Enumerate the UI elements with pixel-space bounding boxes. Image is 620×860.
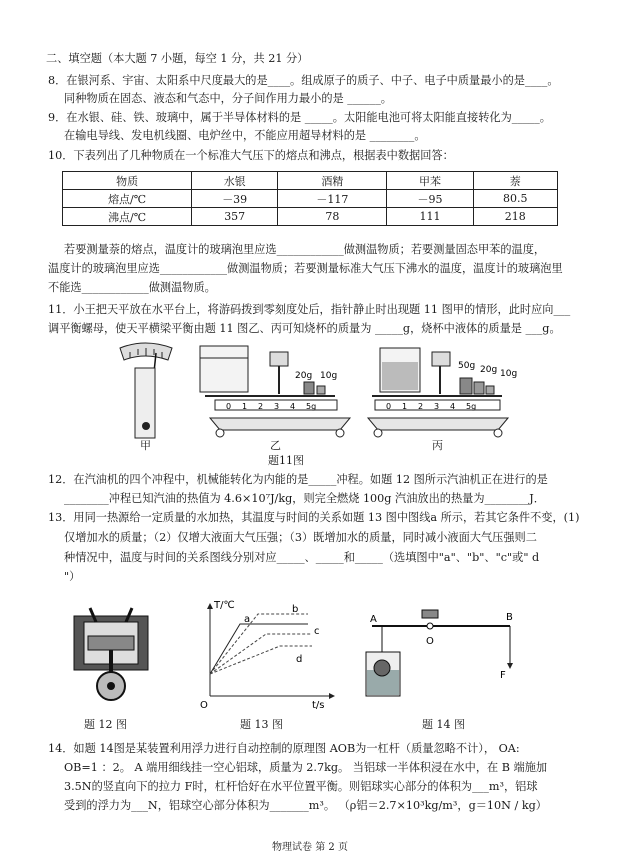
scale-mark: 2: [418, 402, 424, 411]
table-row: [63, 208, 558, 226]
table-cell: 80.5: [473, 190, 557, 208]
table-header-cell: 萘: [473, 172, 557, 190]
fig13-caption: 题 13 图: [240, 718, 283, 731]
table-row: [63, 190, 558, 208]
scale-mark: 5g: [466, 402, 477, 411]
weight-label: 20g: [295, 371, 313, 381]
q14-line4: 受到的浮力为___N，铝球空心部分体积为_______m³。 （ρ铝＝2.7×10³kg/m³，g＝10N / kg）: [64, 799, 547, 812]
scale-mark: 0: [386, 402, 392, 411]
q10-line1: 10．下表列出了几种物质在一个标准大气压下的熔点和沸点，根据表中数据回答：: [48, 149, 454, 162]
table-header-cell: 物质: [63, 172, 192, 190]
q14-line2: OB=1 ：2。 A 端用细线挂一空心铝球，质量为 2.7kg。 当铝球一半体积浸在水中，在 B 端施加: [64, 761, 548, 774]
fig12-caption: 题 12 图: [84, 718, 127, 731]
curve-label-a: a: [244, 614, 251, 625]
fig11-label-jia: 甲: [140, 439, 151, 452]
curve-label-b: b: [292, 604, 299, 615]
q11-line2: 调平衡螺母，使天平横梁平衡由题 11 图乙、丙可知烧杯的质量为 _____g，烧杯中液体的质量是 ___g。: [48, 322, 561, 335]
melting-boiling-table: [62, 171, 558, 226]
label-b: B: [506, 612, 513, 623]
q14-line1: 14．如题 14图是某装置利用浮力进行自动控制的原理图 AOB为一杠杆（质量忽略不计）， OA:: [48, 742, 520, 755]
q13-line2: 仅增加水的质量；（2）仅增大液面大气压强；（3）既增加水的质量，同时减小液面大气压强则二: [64, 531, 537, 544]
q12-line1: 12．在汽油机的四个冲程中，机械能转化为内能的是_____冲程。如题 12 图所示汽油机正在进行的是: [48, 473, 548, 486]
q11-line1: 11．小王把天平放在水平台上，将游码拨到零刻度处后，指针静止时出现题 11 图甲的情形，此时应向___: [48, 303, 571, 316]
q14-line3: 3.5N的竖直向下的拉力 F时，杠杆恰好在水平位置平衡。则铝球实心部分的体积为___m³，铝球: [64, 780, 538, 793]
scale-mark: 5g: [306, 402, 317, 411]
q10-line2: 若要测量萘的熔点，温度计的玻璃泡里应选____________做测温物质；若要测量固态甲苯的温度，: [64, 243, 546, 256]
weight-label: 50g: [458, 361, 476, 371]
scale-mark: 3: [434, 402, 440, 411]
scale-mark: 4: [290, 402, 296, 411]
table-cell: 78: [278, 208, 387, 226]
scale-mark: 4: [450, 402, 456, 411]
axis-y-label: T/℃: [214, 600, 235, 611]
weight-label: 20g: [480, 365, 498, 375]
label-a: A: [370, 614, 377, 625]
table-cell: 357: [192, 208, 278, 226]
q10-line3: 温度计的玻璃泡里应选____________做测温物质；若要测量标准大气压下沸水的温度，温度计的玻璃泡里: [48, 262, 563, 275]
table-cell: 沸点/℃: [63, 208, 192, 226]
origin-label: O: [200, 700, 208, 710]
weight-label: 10g: [320, 371, 338, 381]
axis-x-label: t/s: [312, 700, 325, 710]
table-cell: 熔点/℃: [63, 190, 192, 208]
label-f: F: [500, 670, 506, 681]
table-header-cell: 水银: [192, 172, 278, 190]
fig14-lever: [360, 606, 530, 710]
q8-line1: 8．在银河系、宇宙、太阳系中尺度最大的是____。组成原子的质子、中子、电子中质量最小的是____。: [48, 74, 559, 87]
q9-line2: 在输电导线、发电机线圈、电炉丝中，不能应用超导材料的是 ________。: [64, 129, 426, 142]
fig11-label-yi: 乙: [270, 439, 281, 452]
balance-c-figure: [368, 348, 508, 437]
fig11-caption: 题11图: [268, 454, 304, 467]
q8-line2: 同种物质在固态、液态和气态中，分子间作用力最小的是 ______。: [64, 92, 392, 105]
curve-label-c: c: [314, 626, 320, 637]
scale-mark: 1: [402, 402, 408, 411]
fig11-balances: [110, 338, 530, 450]
table-cell: －95: [387, 190, 473, 208]
q12-line2: ________冲程已知汽油的热值为 4.6×10⁷J/kg，则完全燃烧 100g 汽油放出的热量为________J．: [64, 492, 545, 505]
fig12-engine: [66, 606, 156, 710]
section-header: 二、填空题（本大题 7 小题，每空 1 分，共 21 分）: [46, 52, 309, 65]
q13-line4: "）: [64, 570, 81, 583]
curve-label-d: d: [296, 654, 303, 665]
table-cell: 218: [473, 208, 557, 226]
table-cell: 111: [387, 208, 473, 226]
scale-mark: 1: [242, 402, 248, 411]
table-cell: －117: [278, 190, 387, 208]
balance-b-figure: [200, 346, 350, 437]
scale-mark: 3: [274, 402, 280, 411]
table-header-cell: 甲苯: [387, 172, 473, 190]
table-header-cell: 酒精: [278, 172, 387, 190]
scale-mark: 2: [258, 402, 264, 411]
q13-line3: 种情况中，温度与时间的关系图线分别对应_____、_____和_____（选填图中"a"、"b"、"c"或" d: [64, 551, 540, 564]
fig13-graph: [200, 600, 340, 710]
table-header-row: [63, 172, 558, 190]
scale-mark: 0: [226, 402, 232, 411]
pointer-scale-figure: [120, 343, 172, 438]
label-o: O: [426, 636, 434, 647]
q10-line4: 不能选____________做测温物质。: [48, 281, 216, 294]
weight-label: 10g: [500, 369, 518, 379]
q13-line1: 13．用同一热源给一定质量的水加热，其温度与时间的关系如题 13 图中图线a 所示，若其它条件不变，(1): [48, 511, 580, 524]
q9-line1: 9．在水银、硅、铁、玻璃中，属于半导体材料的是 _____。太阳能电池可将太阳能直接转化为_____。: [48, 111, 551, 124]
fig14-caption: 题 14 图: [422, 718, 465, 731]
page-footer: 物理试卷 第 2 页: [272, 842, 348, 853]
fig11-label-bing: 丙: [432, 439, 443, 452]
curve-a: [210, 624, 308, 674]
curve-b: [210, 614, 308, 674]
table-cell: －39: [192, 190, 278, 208]
